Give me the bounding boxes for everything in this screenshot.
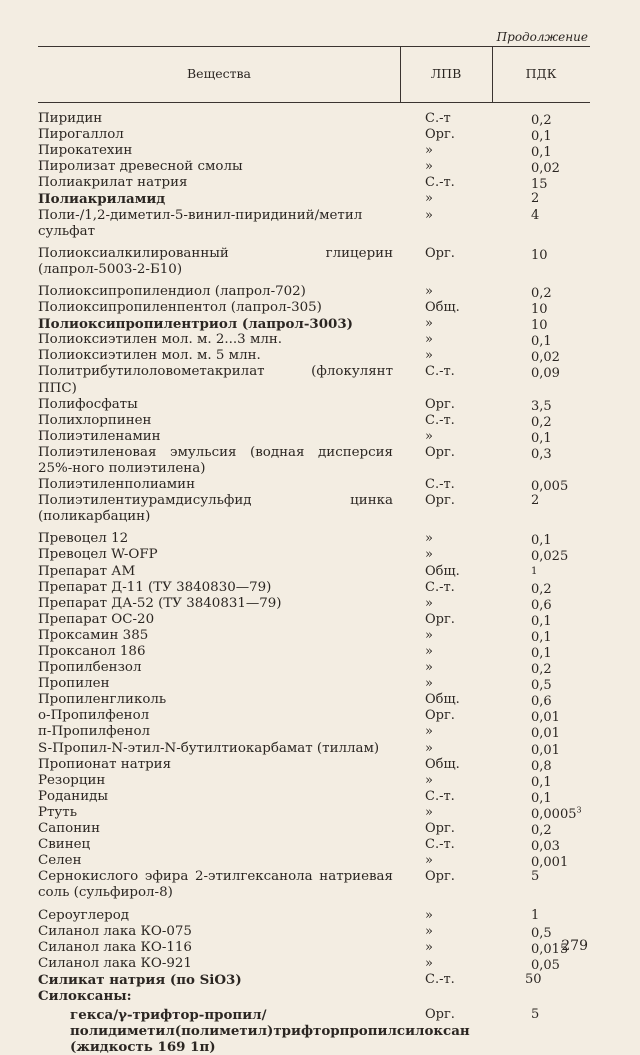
table-row <box>38 397 598 413</box>
substance-name: S-Пропил-N-этил-N-бутилтиокарбамат (тиллам) <box>38 740 380 756</box>
lpv-value: С.-т. <box>425 788 455 804</box>
lpv-value: С.-т. <box>425 837 455 853</box>
pdk-value: 0,3 <box>531 446 552 462</box>
substance-name: Превоцел W-OFP <box>38 547 158 563</box>
pdk-value: 3,5 <box>531 398 552 414</box>
table-row <box>38 564 598 580</box>
pdk-value: 0,1 <box>531 129 552 145</box>
table-row <box>38 869 598 901</box>
substance-name: Препарат АМ <box>38 563 136 579</box>
lpv-value: » <box>425 191 433 207</box>
pdk-value: 0,01 <box>531 742 560 758</box>
substance-name: Роданиды <box>38 788 109 804</box>
lpv-value: С.-т. <box>425 175 455 191</box>
substance-name: Селен <box>38 853 82 869</box>
lpv-value: Орг. <box>425 127 455 143</box>
pdk-value: 0,005 <box>531 479 569 495</box>
lpv-value: Общ. <box>425 756 460 772</box>
lpv-value: С.-т. <box>425 971 455 987</box>
substance-name: Силикат натрия (по SiO3) <box>38 971 242 988</box>
lpv-value: » <box>425 348 433 364</box>
substance-name: о-Пропилфенол <box>38 708 150 724</box>
substance-name: Свинец <box>38 837 91 853</box>
lpv-value: » <box>425 644 433 659</box>
lpv-value: » <box>425 939 433 955</box>
substance-name: Силанол лака КО-921 <box>38 955 192 971</box>
pdk-value: 0,5 <box>531 925 552 941</box>
table-row <box>38 348 598 364</box>
pdk-value: 0,001 <box>531 855 569 871</box>
table-row <box>38 988 598 1004</box>
substance-name: Пропионат натрия <box>38 756 172 772</box>
pdk-value: 0,1 <box>531 430 552 446</box>
lpv-value: » <box>425 332 433 348</box>
lpv-value: Орг. <box>425 245 455 261</box>
table-row <box>38 924 598 940</box>
lpv-value: » <box>425 853 433 869</box>
lpv-value: » <box>425 923 433 939</box>
table-row <box>38 628 598 644</box>
pdk-value: 0,1 <box>531 646 552 661</box>
table-header-rule <box>38 102 590 103</box>
substance-name: Пропиленгликоль <box>38 692 167 708</box>
table-row <box>38 757 598 773</box>
pdk-value: 2 <box>531 493 540 509</box>
pdk-value: 0,1 <box>531 774 552 790</box>
lpv-value: » <box>425 676 433 692</box>
table-row <box>38 127 598 143</box>
pdk-value: 0,1 <box>531 533 552 549</box>
lpv-value: Орг. <box>425 1007 455 1023</box>
substance-name: Сероуглерод <box>38 907 130 923</box>
substance-name: Проксанол 186 <box>38 644 146 659</box>
page-number: 279 <box>561 938 588 954</box>
pdk-value: 0,1 <box>531 790 552 806</box>
substance-name: Политрибутилоловометакрилат (флокулянт ППС) <box>38 364 393 396</box>
lpv-value: Орг. <box>425 869 455 885</box>
pdk-value: 50 <box>525 971 542 987</box>
table-row <box>38 531 598 547</box>
lpv-value: » <box>425 316 433 332</box>
substance-name: Полиакрилат натрия <box>38 175 188 191</box>
lpv-value: Орг. <box>425 396 455 412</box>
pdk-value: 0,2 <box>531 823 552 839</box>
lpv-value: Орг. <box>425 611 455 627</box>
lpv-value: » <box>425 207 433 223</box>
pdk-value: 5 <box>531 1007 540 1023</box>
table-row <box>38 741 598 757</box>
substance-name: Силоксаны: <box>38 987 132 1004</box>
pdk-value: 15 <box>531 177 548 193</box>
table-row <box>38 596 598 612</box>
table-row <box>38 300 598 316</box>
lpv-value: » <box>425 907 433 923</box>
lpv-value: » <box>425 660 433 676</box>
pdk-value: 0,015 <box>531 941 569 957</box>
substance-name: Полиоксиалкилированный глицерин (лапрол-5003-2-Б10) <box>38 245 393 277</box>
pdk-value: 10 <box>531 302 548 318</box>
table-row <box>38 547 598 563</box>
lpv-value: » <box>425 627 433 643</box>
pdk-value: 5 <box>531 869 540 885</box>
lpv-value: С.-т. <box>425 477 455 493</box>
table-top-rule <box>38 46 590 47</box>
pdk-value: 0,1 <box>531 613 552 629</box>
substance-name: Полиакриламид <box>38 191 166 208</box>
lpv-value: Орг. <box>425 493 455 509</box>
lpv-value: » <box>425 595 433 611</box>
lpv-value: Общ. <box>425 300 460 316</box>
lpv-value: С.-т. <box>425 412 455 428</box>
table-row <box>38 143 598 159</box>
table-row <box>38 111 598 127</box>
substance-name: Ртуть <box>38 804 77 820</box>
table-row <box>38 956 598 972</box>
lpv-value: » <box>425 547 433 563</box>
substance-name: Пирогаллол <box>38 127 124 143</box>
table-row <box>38 580 598 596</box>
pdk-value: 0,02 <box>531 350 560 366</box>
pdk-value: 0,1 <box>531 145 552 161</box>
table-row <box>38 445 598 477</box>
pdk-value: 0,8 <box>531 758 552 774</box>
lpv-value: » <box>425 143 433 159</box>
pdk-value: 0,01 <box>531 726 560 742</box>
substance-name: Пропилен <box>38 676 110 692</box>
table-row <box>38 837 598 853</box>
lpv-value: » <box>425 955 433 971</box>
substance-name: п-Пропилфенол <box>38 724 151 740</box>
substance-name: Поли-/1,2-диметил-5-винил-пиридиний/метил сульфат <box>38 207 363 239</box>
table-row <box>38 413 598 429</box>
table-row <box>38 191 598 207</box>
lpv-value: Общ. <box>425 563 460 579</box>
table-row <box>38 644 598 660</box>
pdk-value: 0,6 <box>531 597 552 613</box>
table-row <box>38 908 598 924</box>
lpv-value: » <box>425 724 433 740</box>
substance-name: Пропилбензол <box>38 660 142 676</box>
substance-name: Силанол лака КО-116 <box>38 939 192 955</box>
table-row <box>38 724 598 740</box>
substance-name: Пирокатехин <box>38 143 133 159</box>
column-header-pdk: ПДК <box>525 66 557 81</box>
table-row <box>38 692 598 708</box>
pdk-value: 0,2 <box>531 581 552 597</box>
lpv-value: » <box>425 531 433 547</box>
substance-name: Резорцин <box>38 772 106 788</box>
table-row <box>38 493 598 525</box>
substance-name: Полихлорпинен <box>38 412 152 428</box>
pdk-value: 0,2 <box>531 662 552 678</box>
lpv-value: » <box>425 804 433 820</box>
footnote-mark: 3 <box>576 805 582 815</box>
pdk-value: 0,09 <box>531 366 560 382</box>
substance-name: Полиоксипропилендиол (лапрол-702) <box>38 283 306 299</box>
substance-name: Полиэтиленамин <box>38 428 161 444</box>
lpv-value: Орг. <box>425 444 455 460</box>
table-row <box>38 429 598 445</box>
substance-name: Полиоксиэтилен мол. м. 2...3 млн. <box>38 332 283 348</box>
table-row <box>38 821 598 837</box>
lpv-value: Орг. <box>425 821 455 837</box>
lpv-value: С.-т. <box>425 579 455 595</box>
lpv-value: » <box>425 740 433 756</box>
substance-name: Полиоксиэтилен мол. м. 5 млн. <box>38 348 261 364</box>
lpv-value: » <box>425 159 433 175</box>
table-row <box>38 175 598 191</box>
table-row <box>38 773 598 789</box>
table-row <box>38 708 598 724</box>
pdk-value: 1 <box>531 565 538 577</box>
substance-name: Пиролизат древесной смолы <box>38 159 243 175</box>
substance-name: Полиэтиленполиамин <box>38 477 196 493</box>
table-row <box>38 477 598 493</box>
lpv-value: С.-т. <box>425 364 455 380</box>
lpv-value: » <box>425 283 433 299</box>
table-body <box>38 111 598 1055</box>
substance-name: Препарат Д-11 (ТУ 3840830—79) <box>38 579 272 595</box>
substance-name: Препарат ДА-52 (ТУ 3840831—79) <box>38 595 282 611</box>
table-row <box>38 332 598 348</box>
table-row <box>38 316 598 332</box>
pdk-value: 0,2 <box>531 113 552 128</box>
substance-name: Препарат ОС-20 <box>38 611 155 627</box>
pdk-value: 1 <box>531 907 540 923</box>
pdk-value: 0,2 <box>531 414 552 430</box>
column-header-substance: Вещества <box>186 66 251 81</box>
pdk-value: 0,02 <box>531 161 560 177</box>
table-row <box>38 208 598 240</box>
table-row <box>38 284 598 300</box>
substance-name: Полиэтилентиурамдисульфид цинка (поликарбацин) <box>38 493 393 525</box>
pdk-value: 4 <box>531 207 540 223</box>
table-row <box>38 853 598 869</box>
continued-label: Продолжение <box>496 30 588 44</box>
substance-name: Полиэтиленовая эмульсия (водная дисперсия 25%-ного полиэтилена) <box>38 444 393 476</box>
substance-name: гекса/γ-трифтор-пропил/полидиметил(полиметил)трифторпропилсилоксан (жидкость 169 1п) <box>70 1007 470 1055</box>
pdk-number: 0,0005 <box>531 806 577 822</box>
pdk-value: 0,1 <box>531 334 552 350</box>
pdk-value: 0,1 <box>531 629 552 645</box>
pdk-value: 10 <box>531 247 548 263</box>
lpv-value: Общ. <box>425 692 460 708</box>
substance-name: Превоцел 12 <box>38 531 129 547</box>
table-row <box>38 676 598 692</box>
table-row <box>38 789 598 805</box>
pdk-value: 0,6 <box>531 694 552 710</box>
lpv-value: Орг. <box>425 708 455 724</box>
lpv-value: » <box>425 772 433 788</box>
pdk-value: 0,05 <box>531 957 560 973</box>
pdk-value: 0,01 <box>531 710 560 726</box>
pdk-value: 2 <box>531 191 540 207</box>
lpv-value: » <box>425 428 433 444</box>
substance-name: Полиоксипропиленпентол (лапрол-305) <box>38 300 322 316</box>
pdk-value: 10 <box>531 318 548 334</box>
table-row <box>38 1007 598 1055</box>
table-row <box>38 940 598 956</box>
pdk-value: 0,5 <box>531 678 552 694</box>
pdk-value: 0,2 <box>531 285 552 301</box>
table-row <box>38 660 598 676</box>
substance-name: Полифосфаты <box>38 396 138 412</box>
substance-name: Сапонин <box>38 821 100 837</box>
table-row <box>38 246 598 278</box>
table-row <box>38 364 598 396</box>
table-row <box>38 972 598 988</box>
table-row <box>38 805 598 821</box>
table-row <box>38 159 598 175</box>
pdk-value: 0,025 <box>531 549 569 565</box>
column-header-lpv: ЛПВ <box>430 66 462 81</box>
lpv-value: С.-т <box>425 111 451 126</box>
substance-name: Проксамин 385 <box>38 627 149 643</box>
substance-name: Силанол лака КО-075 <box>38 923 192 939</box>
pdk-value: 0,03 <box>531 839 560 855</box>
substance-name: Сернокислого эфира 2-этилгексанола натриевая соль (сульфирол-8) <box>38 869 393 901</box>
table-row <box>38 612 598 628</box>
substance-name: Пиридин <box>38 111 103 126</box>
substance-name: Полиоксипропилентриол (лапрол-3003) <box>38 316 354 333</box>
